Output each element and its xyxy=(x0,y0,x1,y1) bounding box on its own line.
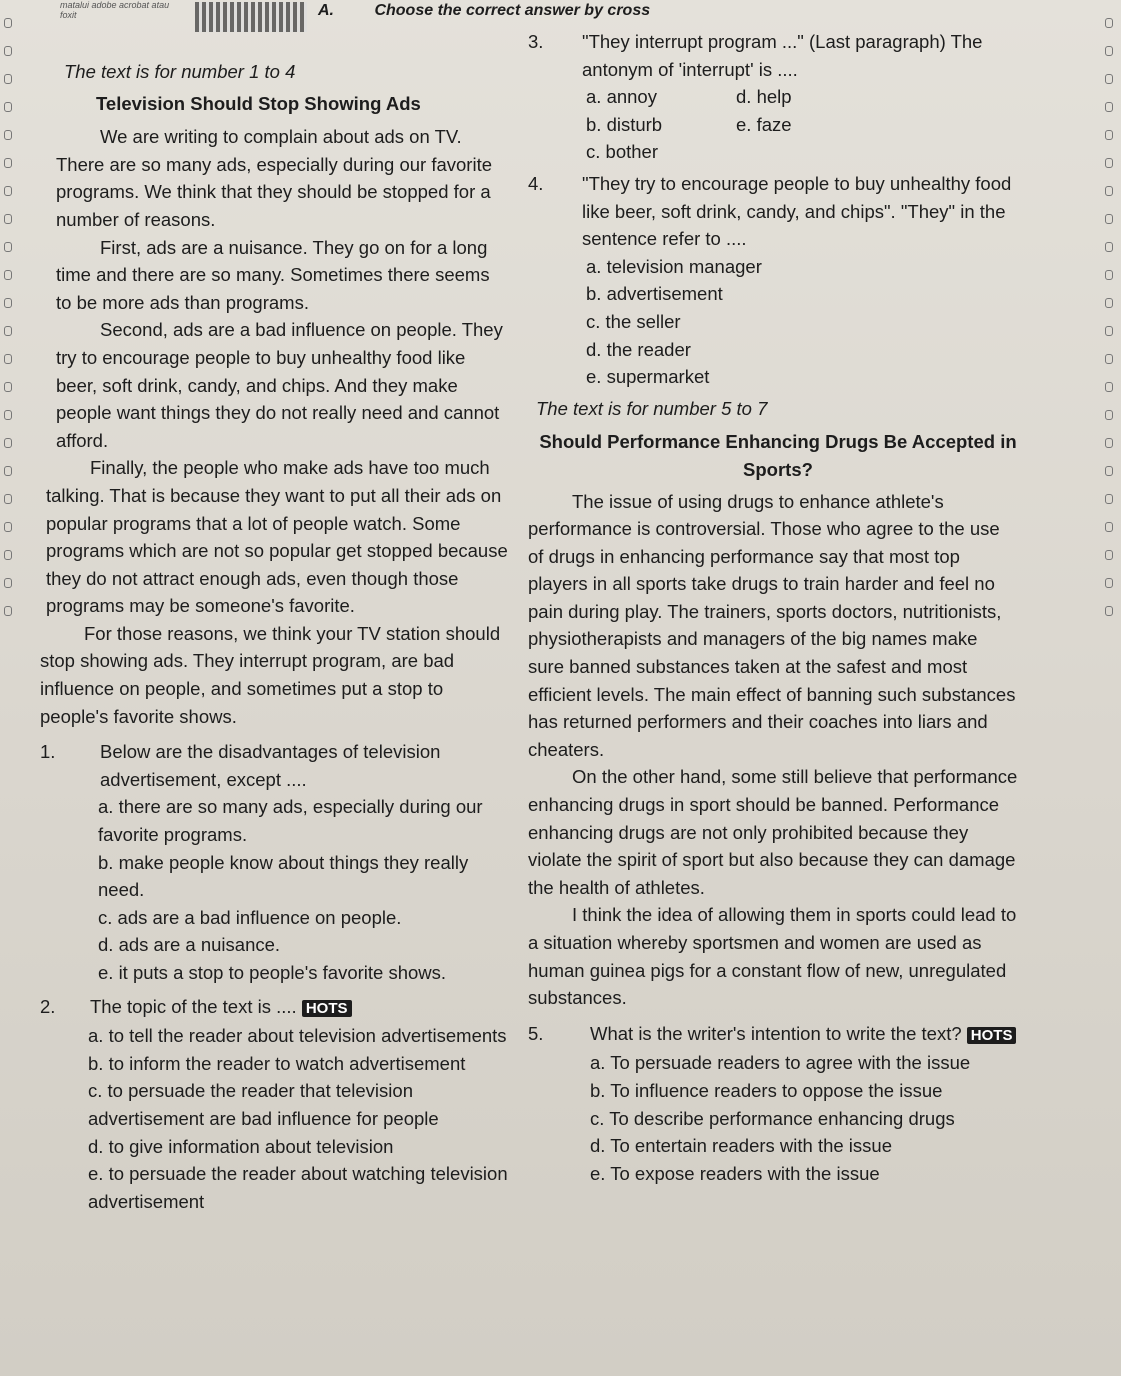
option[interactable]: a. annoy xyxy=(586,86,657,108)
option[interactable]: c. to persuade the reader that television advertisement are bad influence for people xyxy=(88,1080,439,1129)
option[interactable]: d. ads are a nuisance. xyxy=(98,934,281,956)
binding-holes-right xyxy=(1101,0,1115,1376)
option[interactable]: a. television manager xyxy=(586,255,762,277)
question-number: 1. xyxy=(40,741,56,763)
question-stem: What is the writer's intention to write the text? xyxy=(590,1022,962,1044)
question-number: 5. xyxy=(528,1022,544,1044)
passage1-title: Television Should Stop Showing Ads xyxy=(96,92,421,114)
question-3-options xyxy=(586,83,1018,166)
qr-code-icon xyxy=(195,2,307,32)
passage2-paragraph: I think the idea of allowing them in sports could lead to a situation whereby sportsmen and women are used as human guinea pigs for a constant flow of new, unregulated substances. xyxy=(528,904,1017,1009)
option[interactable]: e. To expose readers with the issue xyxy=(590,1162,880,1184)
left-column xyxy=(40,58,510,1215)
option[interactable]: d. To entertain readers with the issue xyxy=(590,1135,892,1157)
passage2-paragraph: On the other hand, some still believe that performance enhancing drugs in sport should be banned. Performance enhancing drugs are not only prohibited because they violate the spirit of sport but also because they can damage the health of athletes. xyxy=(528,766,1018,898)
passage2-title: Should Performance Enhancing Drugs Be Accepted in Sports? xyxy=(539,431,1017,480)
passage2-paragraph: The issue of using drugs to enhance athlete's performance is controversial. Those who agree to the use of drugs in enhancing performance say that most top players in all sports take drugs to train harder and feel no pain during play. The trainers, sports doctors, nutritionists, physiotherapists and managers of the big names make sure banned substances taken at the safest and most efficient levels. The main effect of banning such substances has returned performers and their coaches into liars and cheaters. xyxy=(528,490,1016,760)
question-1 xyxy=(40,738,510,793)
source-note-1: The text is for number 1 to 4 xyxy=(64,61,296,82)
option[interactable]: d. to give information about television xyxy=(88,1135,394,1157)
question-stem: The topic of the text is .... xyxy=(90,995,297,1017)
option[interactable]: d. help xyxy=(736,86,792,108)
question-stem: Below are the disadvantages of television advertisement, except .... xyxy=(100,741,441,790)
source-note-2: The text is for number 5 to 7 xyxy=(536,397,768,419)
option[interactable]: d. the reader xyxy=(586,338,691,360)
option[interactable]: c. the seller xyxy=(586,310,681,332)
option[interactable]: e. supermarket xyxy=(586,366,710,388)
question-number: 2. xyxy=(40,995,56,1017)
option[interactable]: a. to tell the reader about television advertisements xyxy=(88,1025,507,1047)
question-stem: "They interrupt program ..." (Last paragraph) The antonym of 'interrupt' is .... xyxy=(582,31,983,80)
question-number: 3. xyxy=(528,31,544,52)
section-letter: A. xyxy=(318,2,334,19)
option[interactable]: b. To influence readers to oppose the issue xyxy=(590,1079,943,1101)
option[interactable]: e. faze xyxy=(736,113,792,135)
question-3 xyxy=(528,28,1018,83)
hots-badge: HOTS xyxy=(302,1000,352,1017)
binding-holes-left xyxy=(0,0,14,1376)
option[interactable]: a. there are so many ads, especially during our favorite programs. xyxy=(98,796,483,846)
passage1-paragraph: For those reasons, we think your TV station should stop showing ads. They interrupt program, are bad influence on people, and sometimes put a stop to people's favorite shows. xyxy=(40,622,501,727)
option[interactable]: b. advertisement xyxy=(586,283,723,305)
question-4 xyxy=(528,170,1018,253)
option[interactable]: a. To persuade readers to agree with the issue xyxy=(590,1052,971,1074)
option[interactable]: b. disturb xyxy=(586,113,663,135)
passage1-paragraph: Finally, the people who make ads have too much talking. That is because they want to put all their ads on popular programs that a lot of people watch. Some programs which are not so popular get stopped because they do not attract enough ads, even though those programs may be someone's favorite. xyxy=(46,457,508,617)
option[interactable]: c. ads are a bad influence on people. xyxy=(98,906,402,928)
option[interactable]: b. make people know about things they really need. xyxy=(98,851,469,901)
option[interactable]: c. bother xyxy=(586,141,658,163)
question-2 xyxy=(40,993,510,1023)
hots-badge: HOTS xyxy=(967,1027,1017,1044)
logo-text: matalui adobe acrobat atau foxit xyxy=(60,0,170,20)
passage1-paragraph: Second, ads are a bad influence on people. They try to encourage people to buy unhealthy food like beer, soft drink, candy, and chips. And they make people want things they do not really need and cannot afford. xyxy=(56,319,503,451)
section-instruction: Choose the correct answer by cross xyxy=(374,2,651,19)
option[interactable]: c. To describe performance enhancing drugs xyxy=(590,1107,955,1129)
right-column xyxy=(528,28,1018,1187)
option[interactable]: b. to inform the reader to watch advertisement xyxy=(88,1052,466,1074)
passage1-paragraph: First, ads are a nuisance. They go on for a long time and there are so many. Sometimes there seems to be more ads than programs. xyxy=(56,236,490,313)
passage1-paragraph: We are writing to complain about ads on TV. There are so many ads, especially during our favorite programs. We think that they should be stopped for a number of reasons. xyxy=(56,126,492,230)
question-stem: "They try to encourage people to buy unhealthy food like beer, soft drink, candy, and chips". "They" in the sentence refer to .... xyxy=(582,172,1012,250)
option[interactable]: e. to persuade the reader about watching television advertisement xyxy=(88,1163,508,1212)
question-number: 4. xyxy=(528,172,544,194)
question-5 xyxy=(528,1020,1018,1050)
option[interactable]: e. it puts a stop to people's favorite shows. xyxy=(98,962,447,983)
section-heading xyxy=(318,2,650,20)
